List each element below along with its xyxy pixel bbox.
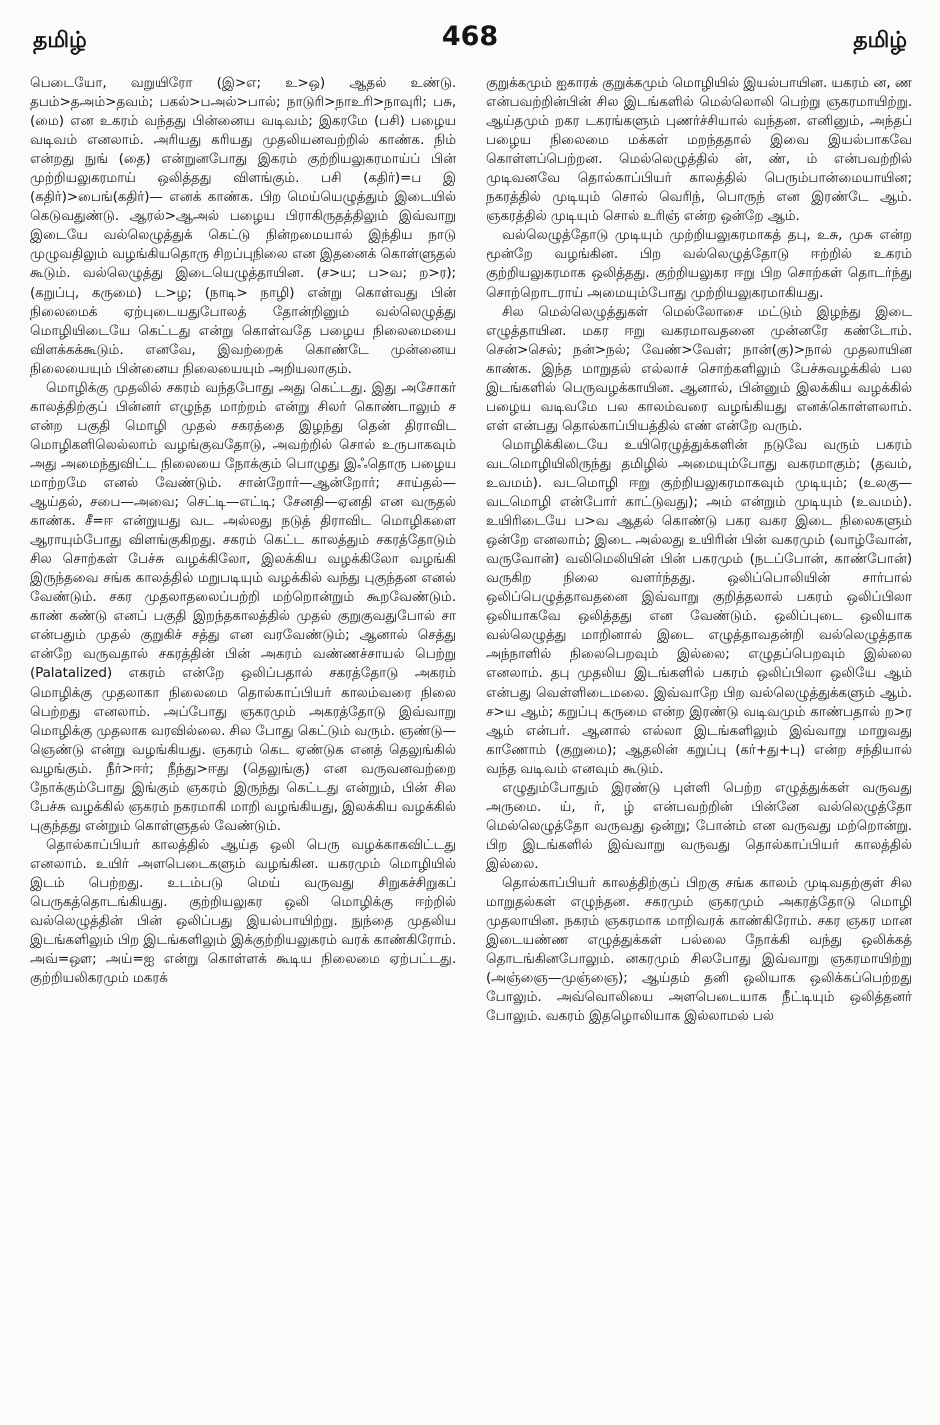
paragraph: பெடையோ, வறுயிரோ (இ>எ; உ>ஒ) ஆதல் உண்டு. தபம்>தஅம்>தவம்; பகல்>பஅல்>பால்; நாடுரி>நாஉரி>நாவுரி; பசு, (மை) என உகரம் வந்தது பின்னைய வடிவம்; இகரமே (பசி) பழைய வடிவம் எனலாம். அரியது கரியது முதலியனவற்றில் காண்க. நிம் என்றது நுங் (தை) என்றுனபோது இகரம் குற்றியலுகரமாய்ப் பின் முற்றியலுகரமாய் ஒலித்தது விளங்கும். பசி (கதிர்)=ப இ (கதிர்)>பைங்(கதிர்)— எனக் காண்க. பிற மெய்யெழுத்தும் இடையில் கெடுவதுண்டு. ஆரல்>ஆஅல் பழைய பிராகிருதத்திலும் இவ்வாறு இடையே வல்லெழுத்துக் கெட்டு நின்றமையால் இந்திய நாடு முழுவதிலும் வழங்கியதொரு சிறப்புநிலை என இதனைக் கொள்ளுதல் கூடும். வல்லெழுத்து இடையெழுத்தாயின. (ச>ய; ப>வ; ற>ர); (கறுப்பு, கருமை) ட>ழ; (நாடி> நாழி) என்று கொள்வது பின் நிலைமைக் ஏற்புடையதுபோலத் தோன்றினும் வல்லெழுத்து மொழியிடையே கெட்டது என்று கொள்வதே பழைய நிலைமையை விளக்கக்கூடும். எனவே, இவற்றைக் கொண்டே முன்னைய நிலையையும் பின்னைய நிலையையும் அறியலாகும்.: [30, 75, 456, 377]
paragraph: மொழிக்கிடையே உயிரெழுத்துக்களின் நடுவே வரும் பகரம் வடமொழியிலிருந்து தமிழில் அமையும்போது வகரமாகும்; (தவம், உவமம்). வடமொழி ஈறு குற்றியலுகரமாகவும் முடியும்; (உலகு—வடமொழி என்போர் காட்டுவது); அம் என்றும் முடியும் (உவமம்). உயிரிடையே ப>வ ஆதல் கொண்டு பகர வகர இடை நிலைகளும் ஒன்றே எனலாம்; இடை அல்லது உயிரின் பின் வகரமும் (வாழ்வோன், வருவோன்) வலிமெலியின் பின் பகரமும் (நடப்போன், காண்போன்) வருகிற நிலை வளர்ந்தது. ஒலிப்பொலியின் சார்பால் ஒலிப்பெழுத்தாவதனை இவ்வாறு குறித்தலால் பகரம் ஒலிப்பிலா ஒலியாகவே ஒலித்தது என வேண்டும். ஒலிப்புடை ஒலியாக வல்லெழுத்து மாறினால் இடை எழுத்தாவதன்றி வல்லெழுத்தாக அந்நாளில் நிலைபெறவும் இல்லை; எழுதப்பெறவும் இல்லை எனலாம். தபு முதலிய இடங்களில் பகரம் ஒலிப்பிலா ஒலியே ஆம் என்பது வெள்ளிடைமலை. இவ்வாறே பிற வல்லெழுத்துக்களும் ஆம். ச>ய ஆம்; கறுப்பு கருமை என்ற இரண்டு வடிவமும் காண்பதால் ற>ர ஆம் என்பர். ஆனால் எல்லா இடங்களிலும் இவ்வாறு மாறுவது காணோம் (குறுமை); ஆதலின் கறுப்பு (கர்+து+பு) என்ற சந்தியால் வந்த வடிவம் எனவும் கூடும்.: [486, 436, 912, 777]
running-head-right: தமிழ்: [853, 28, 907, 53]
running-head-left: தமிழ்: [33, 28, 87, 53]
right-column: [486, 74, 912, 1026]
paragraph: தொல்காப்பியர் காலத்தில் ஆய்த ஒலி பெரு வழக்காகவிட்டது எனலாம். உயிர் அளபெடைகளும் வழங்கின. யகரமும் மொழியில் இடம் பெற்றது. உடம்படு மெய் வருவது சிறுகச்சிறுகப் பெருகத்தொடங்கியது. குற்றியலுகர ஒலி மொழிக்கு ஈற்றில் வல்லெழுத்தின் பின் ஒலிப்பது இயல்பாயிற்று. நுந்தை முதலிய இடங்களிலும் பிற இடங்களிலும் இக்குற்றியலுகரம் வரக் காண்கிரோம். அவ்=ஔ; அய்=ஐ என்று கொள்ளக் கூடிய நிலைமை ஏற்பட்டது. குற்றியலிகரமும் மகரக்: [30, 836, 456, 987]
page-number: 468: [441, 21, 499, 52]
paragraph: தொல்காப்பியர் காலத்திற்குப் பிறகு சங்க காலம் முடிவதற்குள் சில மாறுதல்கள் எழுந்தன. சகரமும் ஞகரமும் அகரத்தோடு மொழி முதலாயின. நகரம் ஞகரமாக மாறிவரக் காண்கிரோம். சகர ஞகர மான இடையண்ண எழுத்துக்கள் பல்லை நோக்கி வந்து ஒலிக்கத் தொடங்கினபோலும். னகரமும் சிலபோது இவ்வாறு ஞகரமாயிற்று (அஞ்ஞை—முஞ்ஞை); ஆய்தம் தனி ஒலியாக ஒலிக்கப்பெற்றது போலும். அவ்வொலியை அளபெடையாக நீட்டியும் ஒலித்தனர் போலும். வகரம் இதழொலியாக இல்லாமல் பல்: [486, 874, 912, 1025]
paragraph: குறுக்கமும் ஐகாரக் குறுக்கமும் மொழியில் இயல்பாயின. யகரம் ன, ண என்பவற்றின்பின் சில இடங்களில் மெல்லொலி பெற்று ஞகரமாயிற்று. ஆய்தமும் றகர டகரங்களும் புணர்ச்சியால் வந்தன. எனினும், அந்தப் பழைய நிலைமை மக்கள் மறந்ததால் இவை இயல்பாகவே கொள்ளப்பெற்றன. மெல்லெழுத்தில் ன், ண், ம் என்பவற்றில் முடிவனவே தொல்காப்பியர் காலத்தில் பெரும்பான்மையாயின; நகரத்தில் முடியும் சொல் வெரிந், பொருந் என இரண்டே ஆம். ஞகரத்தில் முடியும் சொல் உரிஞ் என்ற ஒன்றே ஆம்.: [486, 75, 912, 225]
paragraph: வல்லெழுத்தோடு முடியும் முற்றியலுகரமாகத் தபு, உசு, முசு என்ற மூன்றே வழங்கின. பிற வல்லெழுத்தோடு ஈற்றில் உகரம் குற்றியலுகரமாக ஒலித்தது. குற்றியலுகர ஈறு பிற சொற்கள் தொடர்ந்து சொற்றொடராய் அமையும்போது முற்றியலுகரமாகியது.: [486, 227, 912, 301]
paragraph: எழுதும்போதும் இரண்டு புள்ளி பெற்ற எழுத்துக்கள் வருவது அருமை. ய், ர், ழ் என்பவற்றின் பின்னே வல்லெழுத்தோ மெல்லெழுத்தோ வருவது ஒன்று; போன்ம் என வருவது மற்றொன்று. பிற இடங்களில் இவ்வாறு வருவது தொல்காப்பியர் காலத்தில் இல்லை.: [486, 779, 912, 872]
paragraph: சில மெல்லெழுத்துகள் மெல்லோசை மட்டும் இழந்து இடை எழுத்தாயின. மகர ஈறு வகரமாவதனை முன்னரே கண்டோம். சென்>செல்; நன்>நல்; வேண்>வேள்; நான்(கு)>நால் முதலாயின காண்க. இந்த மாறுதல் எல்லாச் சொற்களிலும் பேச்சுவழக்கில் பல இடங்களில் பெருவழக்காயின. ஆனால், பின்னும் இலக்கிய வழக்கில் பழைய வடிவமே பல காலம்வரை வழங்கியது எனக்கொள்ளலாம். எள் என்பது தொல்காப்பியத்தில் எண் என்றே வரும்.: [486, 303, 912, 434]
left-column: [30, 74, 456, 988]
paragraph: மொழிக்கு முதலில் சகரம் வந்தபோது அது கெட்டது. இது அசோகர் காலத்திற்குப் பின்னர் எழுந்த மாற்றம் என்று சிலர் கொண்டாலும் ச என்ற பகுதி மொழி முதல் சகரத்தை இழந்து தென் திராவிட மொழிகளிலெல்லாம் வழங்குவதோடு, அவற்றில் சொல் உருபாகவும் அது அமைந்துவிட்ட நிலையை நோக்கும் பொழுது இஃதொரு பழைய மாற்றமே எனல் வேண்டும். சான்றோர்—ஆன்றோர்; சாய்தல்—ஆய்தல், சபை—அவை; செட்டி—எட்டி; சேனதி—ஏனதி என வருதல் காண்க. சீ=ஈ என்றுயது வட அல்லது நடுத் திராவிட மொழிகளை ஆராயும்போது விளங்குகிறது. சகரம் கெட்ட காலத்தும் சகரத்தோடும் சில சொற்கள் பேச்சு வழக்கிலோ, இலக்கிய வழக்கிலோ வழங்கி இருந்தவை சங்க காலத்தில் மறுபடியும் வழக்கில் வந்து புகுந்தன எனல் வேண்டும். சகர முதலாதலைப்பற்றி மற்றொன்றும் கூறவேண்டும். காண் கண்டு எனப் பகுதி இறந்தகாலத்தில் முதல் குறுகுவதுபோல் சா என்பதும் முதல் குறுகிச் சத்து என வரவேண்டும்; ஆனால் செத்து என்றே வருவதால் சகரத்தின் பின் அகரம் வண்ணச்சாயல் பெற்று (Palatalized) எகரம் என்றே ஒலிப்பதால் சகரத்தோடு அகரம் மொழிக்கு முதலாகா நிலைமை தொல்காப்பியர் காலம்வரை நிலை பெற்றது எனலாம். அப்போது ஞகரமும் அகரத்தோடு இவ்வாறு மொழிக்கு முதலாக வரவில்லை. சில போது கெட்டும் வரும். ஞண்டு—ஞெண்டு என்று வழங்கியது. ஞகரம் கெட ஏண்டுக எனத் தெலுங்கில் வழங்கும். நீர்>ஈர்; நீந்து>ஈது (தெலுங்கு) என வருவனவற்றை நோக்கும்போது இங்கும் ஞகரம் இருந்து கெட்டது என்றும், பின் சில பேச்சு வழக்கில் ஞகரம் நகரமாகி மாறி வழங்கியது, இலக்கிய வழக்கில் புகுந்தது என்றும் கொள்ளுதல் வேண்டும்.: [30, 379, 456, 834]
